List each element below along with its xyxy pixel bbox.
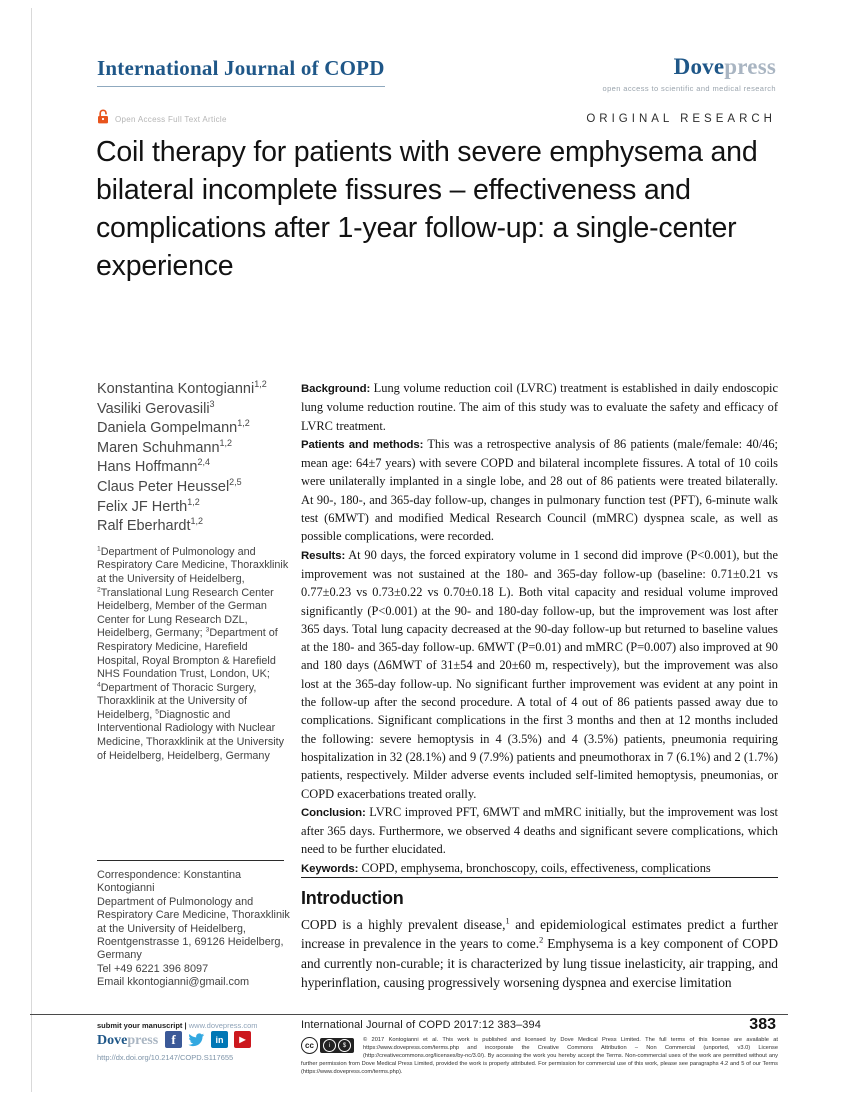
- abstract-section: [301, 546, 778, 803]
- author-name: Hans Hoffmann: [97, 459, 198, 476]
- affiliations: [97, 546, 290, 764]
- author: [97, 419, 290, 439]
- introduction-heading: Introduction: [301, 888, 404, 908]
- reference-citation[interactable]: 2: [539, 935, 544, 945]
- abstract-section-text: Lung volume reduction coil (LVRC) treatment is established in daily endoscopic lung volume reduction routine. The aim of this study was to evaluate the safety and efficacy of LVRC treatment.: [301, 381, 778, 433]
- footer-divider: [30, 1014, 788, 1015]
- abstract-section: [301, 435, 778, 546]
- correspondence-email-link[interactable]: Email kkontogianni@gmail.com: [97, 976, 250, 989]
- dovepress-logo: [674, 54, 776, 80]
- introduction-paragraph: [301, 915, 778, 992]
- youtube-icon[interactable]: ▶: [234, 1031, 251, 1048]
- section-divider: [301, 877, 778, 878]
- cc-nc-icon: $: [338, 1039, 351, 1052]
- introduction-text: and epidemiological estimates predict a further increase in prevalence in the years to come.: [301, 917, 778, 952]
- affiliation-text: Department of Respiratory Medicine, Harefield Hospital, Royal Brompton & Harefield NHS Foundation Trust, London, UK;: [97, 627, 278, 681]
- twitter-icon[interactable]: [188, 1031, 205, 1048]
- abstract-section-text: LVRC improved PFT, 6MWT and mMRC initially, but the improvement was lost after 365 days. Furthermore, we observed 4 deaths and significant severe complications, which need to be further elucidated.: [301, 804, 778, 857]
- abstract-section-text: COPD, emphysema, bronchoscopy, coils, effectiveness, complications: [358, 860, 711, 875]
- affiliation-number: 3: [205, 626, 210, 634]
- abstract: [301, 379, 778, 878]
- abstract-section-label: Patients and methods:: [301, 438, 424, 451]
- author-name: Maren Schuhmann: [97, 439, 220, 456]
- affiliation-number: 1: [97, 545, 101, 553]
- doi-link[interactable]: http://dx.doi.org/10.2147/COPD.S117655: [97, 1053, 234, 1062]
- abstract-section-label: Background:: [301, 383, 371, 395]
- abstract-section-label: Conclusion:: [301, 806, 366, 819]
- footer-logo-press: press: [127, 1033, 159, 1048]
- affiliation-text: Diagnostic and Interventional Radiology with Nuclear Medicine, Thoraxklinik at the University of Heidelberg, Heidelberg, Germany: [97, 708, 285, 762]
- correspondence-divider: [97, 860, 284, 861]
- affiliation-number: 2: [97, 585, 101, 593]
- author-name: Claus Peter Heussel: [97, 478, 230, 495]
- affiliation-number: 5: [155, 708, 159, 716]
- submit-manuscript-label: submit your manuscript: [97, 1021, 183, 1030]
- author-name: Vasiliki Gerovasili: [97, 400, 210, 417]
- author-name: Ralf Eberhardt: [97, 518, 191, 535]
- author-affiliation-sup: 1,2: [219, 437, 233, 448]
- affiliation-text: Translational Lung Research Center Heidelberg, Member of the German Center for Lung Research DZL, Heidelberg, Germany;: [97, 586, 274, 640]
- author-affiliation-sup: 3: [209, 398, 215, 409]
- correspondence-name: Correspondence: Konstantina Kontogianni: [97, 869, 242, 895]
- social-icons: [165, 1031, 251, 1048]
- author-affiliation-sup: 1,2: [237, 418, 250, 429]
- abstract-section-label: Results:: [301, 549, 346, 562]
- linkedin-icon[interactable]: in: [211, 1031, 228, 1048]
- cc-icon: cc: [301, 1037, 318, 1054]
- author: [97, 517, 290, 537]
- creative-commons-badge[interactable]: [301, 1037, 357, 1054]
- author-list: [97, 380, 290, 537]
- affiliation-text: Department of Pulmonology and Respiratory Care Medicine, Thoraxklinik at the University of Heidelberg,: [97, 545, 289, 585]
- license-text: © 2017 Kontogianni et al. This work is published and licensed by Dove Medical Press Limited. The full terms of this license are available at https://www.dovepress.com/terms.php and incorporate the Creative Commons Attribution – Non Commercial (unported, v3.0) License (http://creativecommons.org/licenses/by-nc/3.0/). By accessing the work you hereby accept the Terms. Non-commercial uses of the work are permitted without any further permission from Dove Medical Press Limited, provided the work is properly attributed. For permission for commercial use of this work, please see paragraphs 4.2 and 5 of our Terms (https://www.dovepress.com/terms.php).: [301, 1037, 778, 1076]
- publisher-tagline: open access to scientific and medical research: [602, 84, 776, 93]
- author-name: Konstantina Kontogianni: [97, 381, 255, 397]
- abstract-section-text: At 90 days, the forced expiratory volume in 1 second did improve (P<0.001), but the improvement was not sustained at the 180- and 365-day follow-up (baseline: 0.71±0.21 vs 0.77±0.23 vs 0.73±0.22 vs 0.70±0.18 L). Both vital capacity and residual volume improved significantly (P<0.001) at the 90- and 180-day follow-up, but the improvement was lost after 365 days. Total lung capacity decreased at the 90-day follow-up but returned to baseline values at the 180- and 365-day follow-up. 6MWT (P=0.01) and mMRC (P=0.007) also improved at 90 and 180 days (Δ6MWT of 31±54 and 20±60 m, respectively), but the improvement was also lost at the 365-day follow-up. No significant further improvement was evident at any point in the follow-up after the second procedure. A total of 4 out of 86 patients passed away due to complications. Significant complications in the first 3 months and then at 12 months included the following: severe hemoptysis in 4 (3.5%) and 4 (3.5%) patients, pneumonia requiring hospitalization in 32 (28.1%) and 9 (7.9%) patients and pneumothorax in 7 (6.1%) and 2 (1.7%) patients, respectively. Milder adverse events included self-limited hemoptysis, pneumonias, or COPD exacerbations treated orally.: [301, 547, 778, 801]
- open-access-label: Open Access Full Text Article: [115, 114, 227, 124]
- author-affiliation-sup: 2,5: [229, 477, 242, 488]
- abstract-section-label: Keywords:: [301, 862, 359, 875]
- submit-manuscript-line: [97, 1021, 258, 1030]
- open-access-row: [97, 109, 227, 129]
- dovepress-logo-dove: Dove: [673, 54, 725, 79]
- open-access-lock-icon: [97, 109, 109, 129]
- correspondence-tel: Tel +49 6221 396 8097: [97, 962, 209, 975]
- submit-separator: |: [184, 1021, 187, 1030]
- footer-logo-dove: Dove: [97, 1033, 128, 1048]
- cc-by-nc-icons: [320, 1038, 354, 1053]
- author-name: Daniela Gompelmann: [97, 420, 238, 437]
- cc-by-icon: i: [323, 1039, 336, 1052]
- author: [97, 439, 290, 459]
- introduction-text: Emphysema is a key component of COPD and currently non-curable; it is characterized by lung tissue inelasticity, air trapping, and hyperinflation, causing progressively worsening dyspnea and exercise limitation: [301, 936, 778, 990]
- author: [97, 380, 290, 400]
- abstract-section: [301, 379, 778, 435]
- dovepress-url-link[interactable]: www.dovepress.com: [188, 1021, 258, 1030]
- author-affiliation-sup: 1,2: [254, 379, 267, 390]
- reference-citation[interactable]: 1: [505, 916, 510, 926]
- abstract-section-text: This was a retrospective analysis of 86 patients (male/female: 40/46; mean age: 64±7 years) with severe COPD and bilateral incomplete fissures. A total of 10 coils were unilaterally implanted in a single lobe, and 28 out of 86 patients were treated bilaterally. At 90-, 180-, and 365-day follow-up, changes in pulmonary function test (PFT), 6-minute walk test (6MWT) and modified Medical Research Council (mMRC) dyspnea scale, as well as possible complications, were recorded.: [301, 436, 778, 544]
- author: [97, 478, 290, 498]
- author-affiliation-sup: 2,4: [197, 457, 210, 468]
- author-name: Felix JF Herth: [97, 498, 188, 515]
- facebook-icon[interactable]: f: [165, 1031, 182, 1048]
- author-affiliation-sup: 1,2: [190, 516, 203, 527]
- abstract-section: [301, 803, 778, 859]
- author: [97, 400, 290, 420]
- author: [97, 498, 290, 518]
- page-number: 383: [749, 1016, 776, 1033]
- journal-citation: International Journal of COPD 2017:12 383–394: [301, 1019, 541, 1031]
- correspondence-address: Department of Pulmonology and Respiratory Care Medicine, Thoraxklinik at the University of Heidelberg, Roentgenstrasse 1, 69126 Heidelberg, Germany: [97, 895, 290, 962]
- article-type-label: ORIGINAL RESEARCH: [586, 113, 776, 125]
- footer-dovepress-logo: [97, 1033, 158, 1049]
- author-affiliation-sup: 1,2: [187, 496, 200, 507]
- left-column: [97, 380, 290, 763]
- author: [97, 458, 290, 478]
- affiliation-text: Department of Thoracic Surgery, Thoraxklinik at the University of Heidelberg,: [97, 681, 257, 721]
- license-block: [301, 1036, 778, 1076]
- affiliation-number: 4: [97, 681, 101, 689]
- introduction-text: COPD is a highly prevalent disease,: [301, 917, 506, 932]
- dovepress-logo-press: press: [724, 54, 776, 79]
- page-edge-line: [31, 8, 32, 1092]
- article-title: Coil therapy for patients with severe emphysema and bilateral incomplete fissures – effectiveness and complications after 1-year follow-up: a single-center experience: [96, 136, 758, 282]
- journal-title: International Journal of COPD: [97, 56, 385, 87]
- correspondence-block: [97, 869, 293, 990]
- abstract-section: [301, 859, 778, 878]
